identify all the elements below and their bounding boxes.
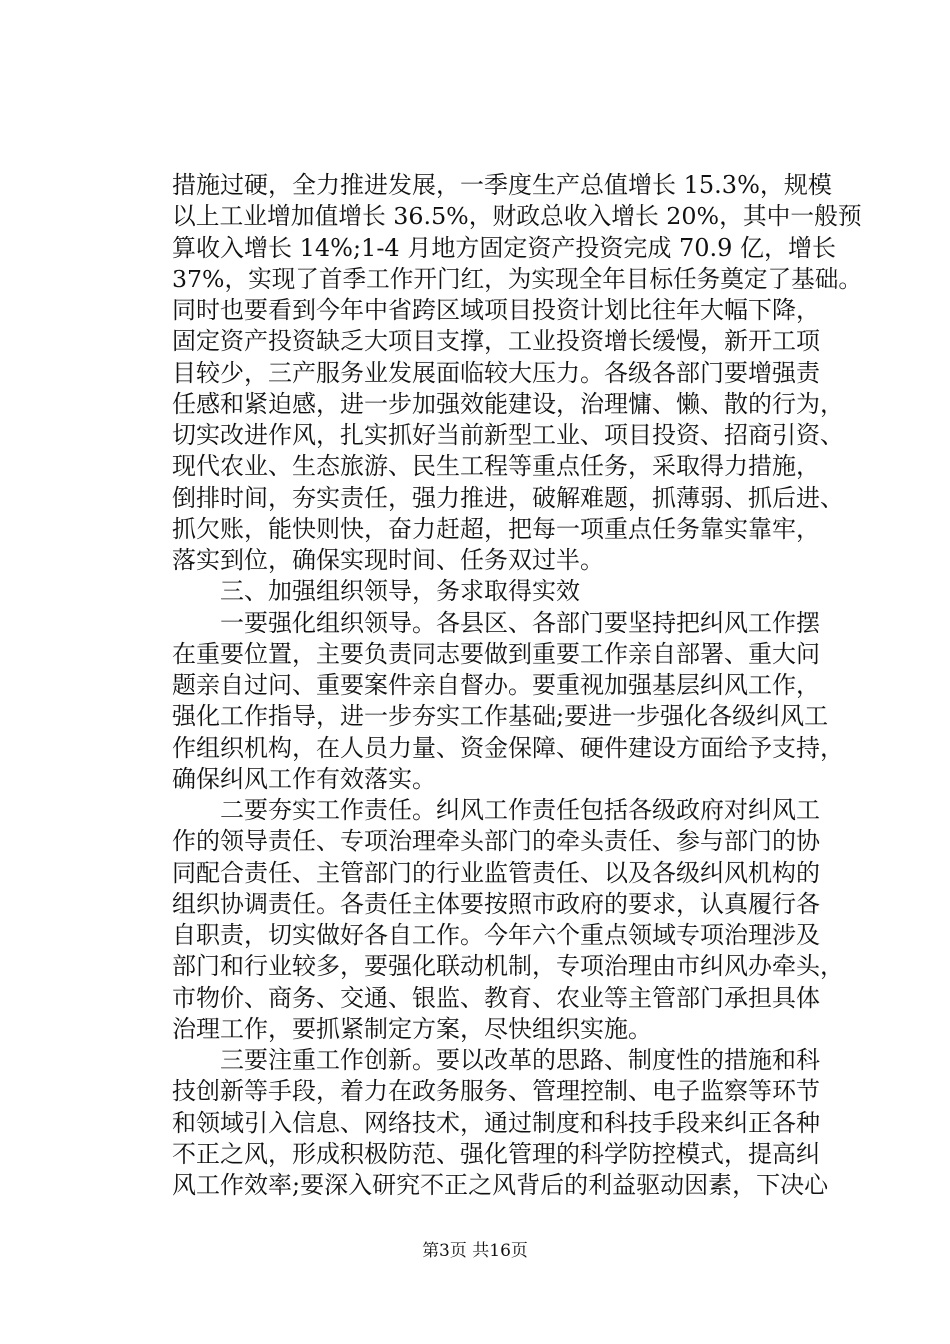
text-line: 技创新等手段，着力在政务服务、管理控制、电子监察等环节 bbox=[172, 1077, 820, 1106]
text-line: 强化工作指导，进一步夯实工作基础;要进一步强化各级纠风工 bbox=[172, 702, 829, 731]
text-line: 现代农业、生态旅游、民生工程等重点任务，采取得力措施， bbox=[172, 452, 820, 481]
text-line: 不正之风，形成积极防范、强化管理的科学防控模式，提高纠 bbox=[172, 1139, 820, 1168]
text-line: 确保纠风工作有效落实。 bbox=[172, 764, 436, 793]
text-line: 和领域引入信息、网络技术，通过制度和科技手段来纠正各种 bbox=[172, 1108, 820, 1137]
text-line: 任感和紧迫感，进一步加强效能建设，治理慵、懒、散的行为， bbox=[172, 389, 844, 418]
text-line: 治理工作，要抓紧制定方案，尽快组织实施。 bbox=[172, 1014, 652, 1043]
text-line: 三要注重工作创新。要以改革的思路、制度性的措施和科 bbox=[172, 1046, 820, 1074]
page-footer: 第3页 共16页 bbox=[422, 1241, 528, 1261]
text-line: 倒排时间，夯实责任，强力推进，破解难题，抓薄弱、抓后进、 bbox=[172, 483, 844, 512]
text-line: 固定资产投资缺乏大项目支撑，工业投资增长缓慢，新开工项 bbox=[172, 327, 820, 356]
text-line: 37%，实现了首季工作开门红，为实现全年目标任务奠定了基础。 bbox=[172, 264, 862, 293]
text-line: 作的领导责任、专项治理牵头部门的牵头责任、参与部门的协 bbox=[172, 827, 820, 856]
text-line: 算收入增长 14%;1-4 月地方固定资产投资完成 70.9 亿，增长 bbox=[172, 233, 837, 262]
text-line: 市物价、商务、交通、银监、教育、农业等主管部门承担具体 bbox=[172, 983, 820, 1012]
text-line: 作组织机构，在人员力量、资金保障、硬件建设方面给予支持， bbox=[172, 733, 844, 762]
text-line: 一要强化组织领导。各县区、各部门要坚持把纠风工作摆 bbox=[172, 608, 820, 637]
text-line: 在重要位置，主要负责同志要做到重要工作亲自部署、重大问 bbox=[172, 639, 820, 668]
text-line: 同配合责任、主管部门的行业监管责任、以及各级纠风机构的 bbox=[172, 858, 820, 887]
text-line: 目较少，三产服务业发展面临较大压力。各级各部门要增强责 bbox=[172, 358, 820, 387]
text-line: 组织协调责任。各责任主体要按照市政府的要求，认真履行各 bbox=[172, 889, 820, 918]
text-line: 自职责，切实做好各自工作。今年六个重点领域专项治理涉及 bbox=[172, 921, 820, 949]
text-line: 二要夯实工作责任。纠风工作责任包括各级政府对纠风工 bbox=[172, 796, 820, 824]
text-line: 以上工业增加值增长 36.5%，财政总收入增长 20%，其中一般预 bbox=[172, 202, 862, 231]
text-line: 措施过硬，全力推进发展，一季度生产总值增长 15.3%，规模 bbox=[172, 171, 832, 199]
text-line: 部门和行业较多，要强化联动机制，专项治理由市纠风办牵头， bbox=[172, 952, 844, 981]
text-line: 抓欠账，能快则快，奋力赶超，把每一项重点任务靠实靠牢， bbox=[172, 514, 820, 543]
text-line: 题亲自过问、重要案件亲自督办。要重视加强基层纠风工作， bbox=[172, 671, 820, 699]
text-line: 同时也要看到今年中省跨区域项目投资计划比往年大幅下降， bbox=[172, 296, 820, 324]
text-line: 三、加强组织领导，务求取得实效 bbox=[172, 577, 580, 606]
text-line: 风工作效率;要深入研究不正之风背后的利益驱动因素，下决心 bbox=[172, 1171, 829, 1199]
text-line: 落实到位，确保实现时间、任务双过半。 bbox=[172, 546, 604, 574]
text-line: 切实改进作风，扎实抓好当前新型工业、项目投资、招商引资、 bbox=[172, 421, 844, 449]
